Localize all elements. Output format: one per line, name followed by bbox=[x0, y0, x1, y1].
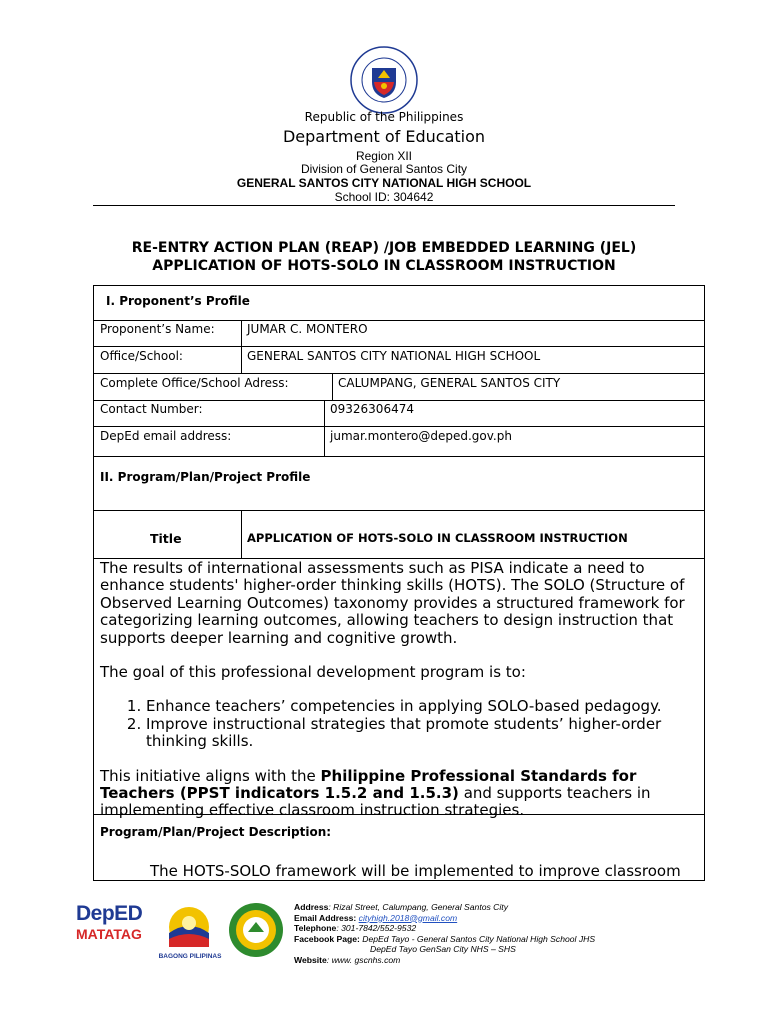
rationale-text bbox=[100, 560, 700, 820]
title-row bbox=[94, 510, 704, 559]
telephone-label: Telephone bbox=[294, 923, 337, 934]
school-name: GENERAL SANTOS CITY NATIONAL HIGH SCHOOL bbox=[236, 176, 532, 190]
rationale-row bbox=[94, 558, 704, 820]
table-row bbox=[94, 346, 704, 374]
alignment-paragraph bbox=[100, 768, 700, 820]
document-title-line2: APPLICATION OF HOTS-SOLO IN CLASSROOM INSTRUCTION bbox=[152, 258, 616, 274]
description-text: The HOTS-SOLO framework will be implemented to improve classroom bbox=[150, 862, 681, 880]
row-value: CALUMPANG, GENERAL SANTOS CITY bbox=[338, 376, 561, 390]
row-label: Complete Office/School Adress: bbox=[100, 376, 289, 390]
facebook-value-2: DepEd Tayo GenSan City NHS – SHS bbox=[370, 944, 516, 955]
division-text: Division of General Santos City bbox=[300, 162, 468, 176]
address-label: Address bbox=[294, 902, 329, 912]
table-row bbox=[94, 400, 704, 427]
section2-row bbox=[94, 456, 704, 511]
description-heading: Program/Plan/Project Description: bbox=[100, 825, 332, 839]
table-row bbox=[94, 373, 704, 401]
list-item: 1. Enhance teachers’ competencies in applying SOLO-based pedagogy. bbox=[146, 698, 700, 715]
list-item: 2. Improve instructional strategies that promote students’ higher-order thinking skills. bbox=[146, 716, 700, 751]
website-line bbox=[294, 955, 595, 966]
facebook-value: DepEd Tayo - General Santos City National High School JHS bbox=[362, 933, 596, 944]
title-label: Title bbox=[150, 531, 182, 546]
row-value: JUMAR C. MONTERO bbox=[247, 322, 368, 336]
alignment-suffix: and supports teachers in implementing effective classroom instruction strategies. bbox=[100, 784, 651, 820]
description-row bbox=[94, 814, 704, 881]
bagong-pilipinas-text: BAGONG PILIPINAS bbox=[158, 953, 222, 960]
website-value: : www. gscnhs.com bbox=[326, 954, 401, 965]
ppst-standards: Philippine Professional Standards for Teachers (PPST indicators 1.5.2 and 1.5.3) bbox=[100, 766, 637, 803]
row-label: Office/School: bbox=[100, 349, 183, 363]
title-value: APPLICATION OF HOTS-SOLO IN CLASSROOM INSTRUCTION bbox=[247, 531, 628, 545]
email-line bbox=[294, 913, 595, 924]
website-label: Website bbox=[294, 954, 327, 965]
row-value: 09326306474 bbox=[330, 402, 414, 416]
facebook-line-2 bbox=[294, 944, 595, 955]
address-line bbox=[294, 902, 595, 913]
row-label: Contact Number: bbox=[100, 402, 203, 416]
document-title-line1: RE-ENTRY ACTION PLAN (REAP) /JOB EMBEDDED LEARNING (JEL) bbox=[131, 240, 637, 256]
goals-list bbox=[100, 698, 700, 750]
section2-heading: II. Program/Plan/Project Profile bbox=[100, 470, 311, 484]
bagong-pilipinas-sun-icon bbox=[162, 903, 217, 955]
table-row bbox=[94, 426, 704, 457]
footer-contact-block bbox=[294, 902, 595, 966]
school-seal-logo bbox=[228, 902, 284, 958]
goal-intro: The goal of this professional development program is to: bbox=[100, 663, 526, 682]
telephone-value: : 301-7842/552-9532 bbox=[336, 923, 417, 934]
region-text: Region XII bbox=[355, 149, 413, 163]
facebook-label: Facebook Page: bbox=[294, 933, 360, 944]
matatag-logo-text: MATATAG bbox=[76, 926, 142, 942]
row-label: DepEd email address: bbox=[100, 429, 232, 443]
republic-text: Republic of the Philippines bbox=[304, 110, 464, 124]
table-row bbox=[94, 320, 704, 347]
school-id: School ID: 304642 bbox=[334, 190, 434, 204]
alignment-prefix: This initiative aligns with the bbox=[100, 766, 321, 785]
plan-form-table bbox=[93, 285, 705, 881]
rationale-paragraph: The results of international assessments such as PISA indicate a need to enhance students' higher-order thinking skills (HOTS). The SOLO (Structure of Observed Learning Outcomes) taxonomy provides a structured framework for categorizing learning outcomes, allowing teachers to design instruction that supports deeper learning and cognitive growth. bbox=[100, 559, 685, 647]
email-link[interactable]: cityhigh.2018@gmail.com bbox=[358, 912, 458, 923]
row-value: jumar.montero@deped.gov.ph bbox=[330, 429, 512, 443]
row-value: GENERAL SANTOS CITY NATIONAL HIGH SCHOOL bbox=[247, 349, 541, 363]
row-label: Proponent’s Name: bbox=[100, 322, 215, 336]
department-name: Department of Education bbox=[282, 127, 486, 146]
section1-heading: I. Proponent’s Profile bbox=[106, 294, 250, 308]
deped-seal-logo bbox=[350, 46, 418, 114]
deped-matatag-logo bbox=[76, 903, 146, 963]
deped-logo-text: DepED bbox=[76, 902, 143, 925]
header-divider bbox=[93, 205, 675, 206]
telephone-line bbox=[294, 923, 595, 934]
address-value: : Rizal Street, Calumpang, General Santos City bbox=[328, 902, 508, 912]
email-label: Email Address: bbox=[294, 912, 357, 923]
facebook-line bbox=[294, 934, 595, 945]
